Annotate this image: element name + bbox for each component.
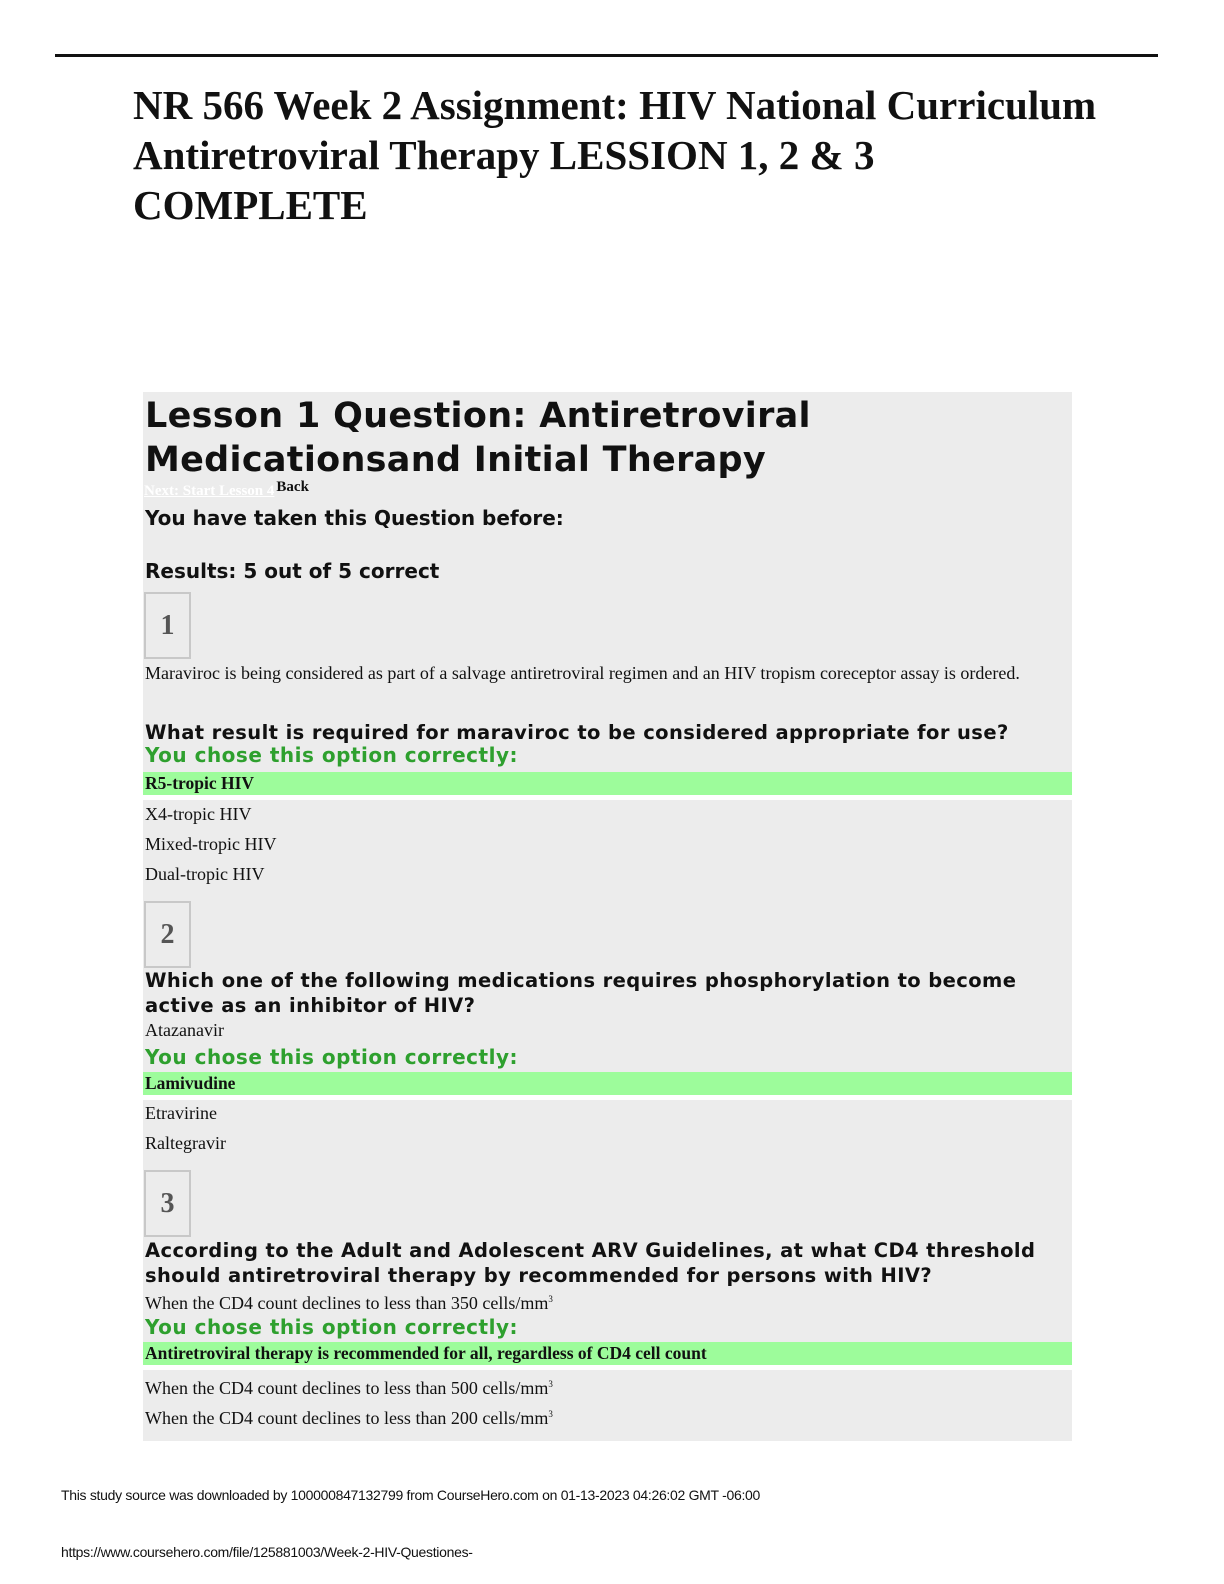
correct-choice-label: You chose this option correctly: [145, 743, 518, 767]
top-rule [55, 54, 1158, 57]
lesson-panel [143, 392, 1072, 1441]
answer-divider [143, 1365, 1072, 1370]
results-summary: Results: 5 out of 5 correct [145, 559, 440, 583]
answer-divider [143, 1095, 1072, 1100]
question-prompt: What result is required for maraviroc to be considered appropriate for use? [145, 721, 1009, 744]
footer-source-note: This study source was downloaded by 100000847132799 from CourseHero.com on 01-13-2023 04:26:02 GMT -06:00 [61, 1487, 761, 1503]
answer-divider [143, 795, 1072, 800]
question-number-badge: 1 [144, 592, 191, 659]
answer-option: Dual-tropic HIV [145, 864, 265, 884]
question-prompt: According to the Adult and Adolescent ARV Guidelines, at what CD4 threshold should antiretroviral therapy by recommended for persons with HIV? [145, 1239, 1036, 1287]
question-prompt: Which one of the following medications requires phosphorylation to become active as an inhibitor of HIV? [145, 969, 1017, 1017]
unit-superscript: 3 [548, 1409, 553, 1419]
question-number-badge: 2 [144, 901, 191, 968]
answer-option: Mixed-tropic HIV [145, 834, 277, 854]
correct-answer: R5-tropic HIV [143, 772, 1072, 795]
answer-option: Atazanavir [145, 1020, 224, 1040]
correct-choice-label: You chose this option correctly: [145, 1315, 518, 1339]
answer-option: Etravirine [145, 1103, 217, 1123]
unit-superscript: 3 [548, 1294, 553, 1304]
document-title: NR 566 Week 2 Assignment: HIV National Curriculum Antiretroviral Therapy LESSION 1, 2 & 3 COMPLETE [133, 82, 1097, 228]
lesson-nav [144, 479, 309, 502]
answer-option: Raltegravir [145, 1133, 226, 1153]
back-link[interactable]: Back [276, 479, 309, 495]
answer-option-text: When the CD4 count declines to less than 500 cells/mm [145, 1378, 549, 1398]
footer-url[interactable]: https://www.coursehero.com/file/125881003/Week-2-HIV-Questiones- [61, 1544, 473, 1560]
unit-superscript: 3 [548, 1379, 553, 1389]
correct-answer: Lamivudine [143, 1072, 1072, 1095]
lesson-title: Lesson 1 Question: Antiretroviral Medicationsand Initial Therapy [145, 396, 811, 480]
question-intro: Maraviroc is being considered as part of a salvage antiretroviral regimen and an HIV tropism coreceptor assay is ordered. [145, 663, 1020, 683]
taken-before-notice: You have taken this Question before: [145, 506, 564, 530]
answer-option-text: When the CD4 count declines to less than 200 cells/mm [145, 1408, 549, 1428]
correct-choice-label: You chose this option correctly: [145, 1045, 518, 1069]
answer-option: X4-tropic HIV [145, 804, 252, 824]
question-number-badge: 3 [144, 1170, 191, 1237]
answer-option [145, 1373, 553, 1400]
next-lesson-link[interactable]: Next: Start Lesson 4 [144, 483, 275, 499]
correct-answer: Antiretroviral therapy is recommended for all, regardless of CD4 cell count [143, 1342, 1072, 1365]
answer-option [145, 1288, 553, 1315]
answer-option [145, 1403, 553, 1430]
answer-option-text: When the CD4 count declines to less than 350 cells/mm [145, 1293, 549, 1313]
